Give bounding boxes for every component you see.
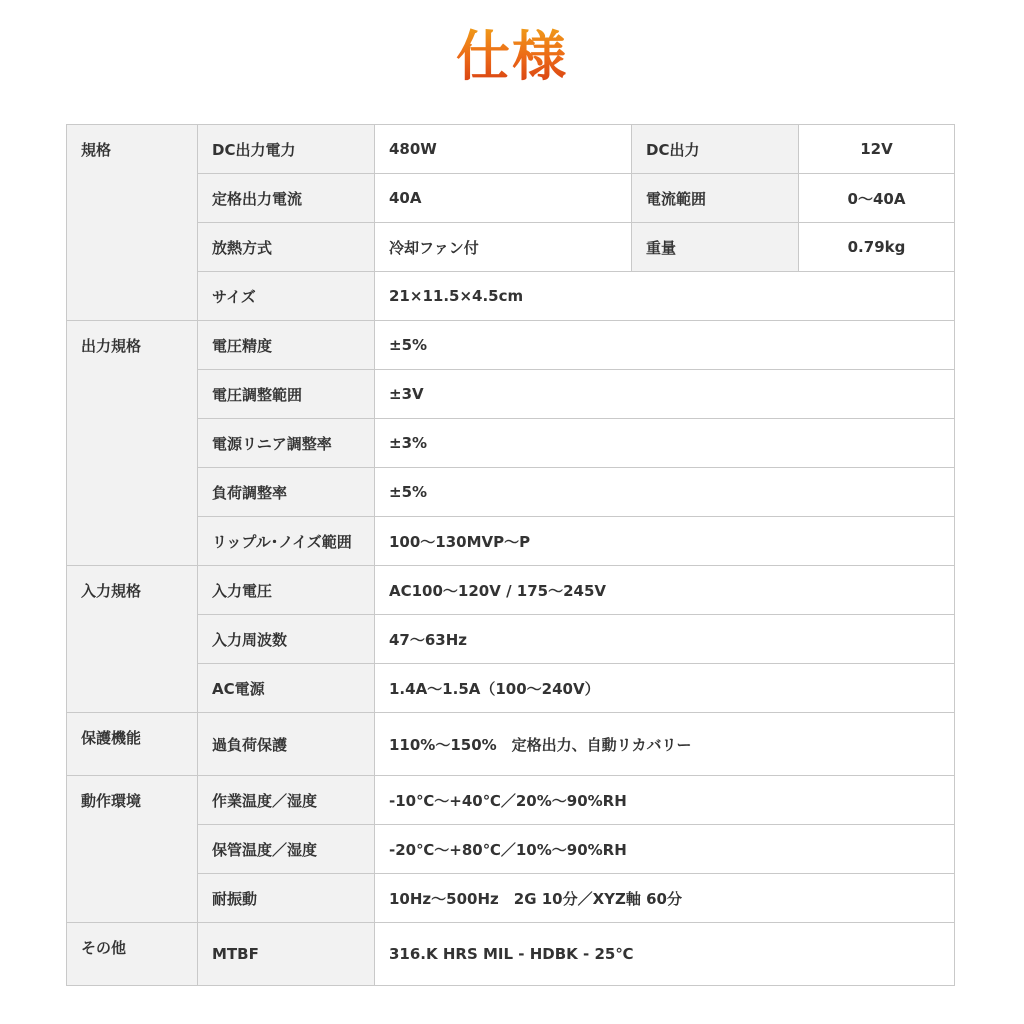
spec-value: 冷却ファン付	[375, 223, 632, 272]
table-row	[67, 272, 955, 321]
spec-value: AC100～120V / 175～245V	[375, 566, 955, 615]
table-row	[67, 419, 955, 468]
spec-value: 21×11.5×4.5cm	[375, 272, 955, 321]
spec-table	[66, 124, 955, 986]
spec-value: 100～130MVP～P	[375, 517, 955, 566]
table-row	[67, 223, 955, 272]
table-row	[67, 468, 955, 517]
spec-key: 入力周波数	[198, 615, 375, 664]
spec-value: ±5%	[375, 468, 955, 517]
spec-value: 12V	[799, 125, 955, 174]
table-row	[67, 370, 955, 419]
spec-key: 電流範囲	[632, 174, 799, 223]
spec-key: 保管温度／湿度	[198, 825, 375, 874]
spec-value: ±5%	[375, 321, 955, 370]
table-row	[67, 923, 955, 986]
spec-key: 負荷調整率	[198, 468, 375, 517]
spec-key: 放熱方式	[198, 223, 375, 272]
table-row	[67, 174, 955, 223]
spec-value: 110%～150% 定格出力、自動リカバリー	[375, 713, 955, 776]
spec-value: 40A	[375, 174, 632, 223]
category-label: 規格	[67, 125, 198, 321]
spec-key: 重量	[632, 223, 799, 272]
spec-value: ±3V	[375, 370, 955, 419]
table-row	[67, 615, 955, 664]
spec-value: 47～63Hz	[375, 615, 955, 664]
category-label: 出力規格	[67, 321, 198, 566]
spec-value: 1.4A～1.5A（100～240V）	[375, 664, 955, 713]
category-label: 保護機能	[67, 713, 198, 776]
spec-key: 電圧精度	[198, 321, 375, 370]
spec-value: 480W	[375, 125, 632, 174]
spec-key: 入力電圧	[198, 566, 375, 615]
spec-key: サイズ	[198, 272, 375, 321]
spec-value: 0～40A	[799, 174, 955, 223]
spec-key: 過負荷保護	[198, 713, 375, 776]
table-row	[67, 321, 955, 370]
category-label: 動作環境	[67, 776, 198, 923]
spec-value: 316.K HRS MIL - HDBK - 25℃	[375, 923, 955, 986]
table-row	[67, 825, 955, 874]
spec-key: MTBF	[198, 923, 375, 986]
spec-key: 電圧調整範囲	[198, 370, 375, 419]
spec-value: 10Hz～500Hz 2G 10分／XYZ軸 60分	[375, 874, 955, 923]
spec-key: 定格出力電流	[198, 174, 375, 223]
spec-key: 耐振動	[198, 874, 375, 923]
spec-value: -10℃～+40℃／20%～90%RH	[375, 776, 955, 825]
spec-value: 0.79kg	[799, 223, 955, 272]
spec-value: -20℃～+80℃／10%～90%RH	[375, 825, 955, 874]
spec-key: AC電源	[198, 664, 375, 713]
table-row	[67, 776, 955, 825]
page-title: 仕様	[0, 24, 1024, 89]
table-row	[67, 517, 955, 566]
table-row	[67, 874, 955, 923]
category-label: 入力規格	[67, 566, 198, 713]
spec-key: 電源リニア調整率	[198, 419, 375, 468]
spec-key: 作業温度／湿度	[198, 776, 375, 825]
table-row	[67, 713, 955, 776]
spec-key: DC出力電力	[198, 125, 375, 174]
spec-value: ±3%	[375, 419, 955, 468]
table-row	[67, 125, 955, 174]
category-label: その他	[67, 923, 198, 986]
spec-key: リップル･ノイズ範囲	[198, 517, 375, 566]
table-row	[67, 664, 955, 713]
table-row	[67, 566, 955, 615]
spec-key: DC出力	[632, 125, 799, 174]
